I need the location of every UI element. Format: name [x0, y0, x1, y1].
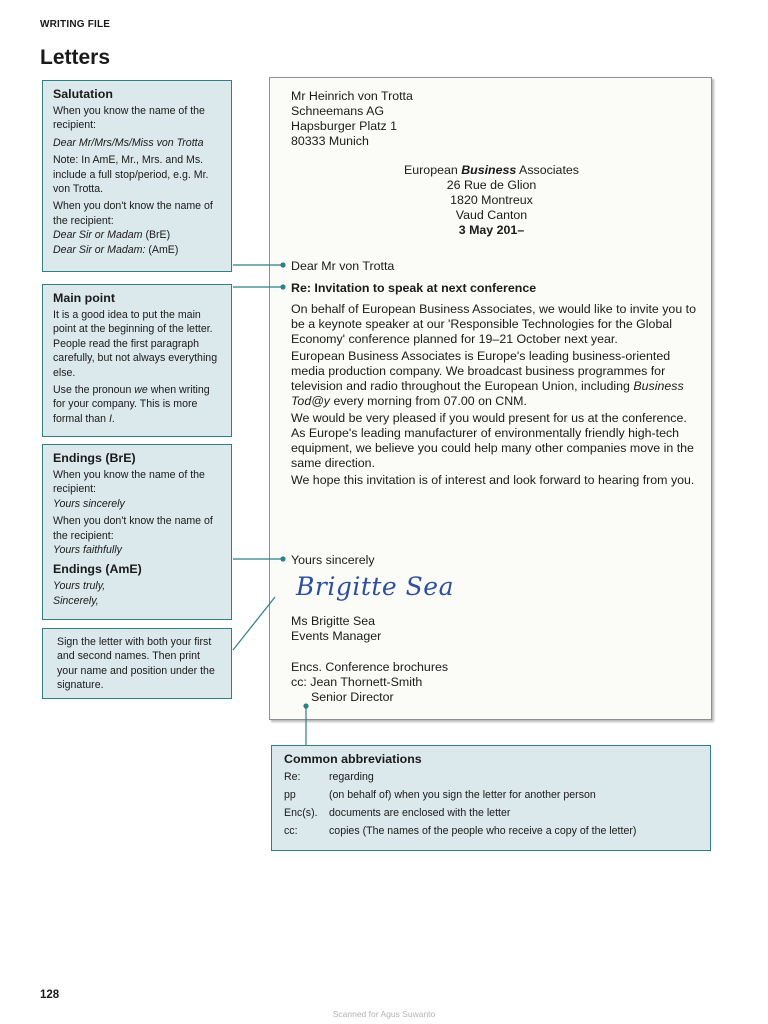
- main-point-text: It is a good idea to put the main point at the beginning of the letter. People read the first paragraph carefully, but not always everything else.: [53, 309, 218, 379]
- enclosure-block: [291, 660, 696, 705]
- endings-ame-example-2: Sincerely,: [53, 594, 99, 607]
- sender-name-c: Associates: [516, 163, 579, 177]
- abbreviation-meaning: (on behalf of) when you sign the letter for another person: [329, 789, 596, 801]
- salutation-ame-tag: (AmE): [148, 243, 179, 256]
- salutation-ame-example: Dear Sir or Madam:: [53, 243, 146, 256]
- sender-line: Vaud Canton: [455, 208, 528, 222]
- sender-name: [270, 163, 713, 178]
- sender-line: 26 Rue de Glion: [446, 178, 537, 192]
- recipient-address: [291, 89, 696, 149]
- endings-ame-heading: Endings (AmE): [53, 562, 142, 577]
- salutation-known-text: When you know the name of the recipient:: [53, 105, 205, 132]
- salutation-bre-example: Dear Sir or Madam: [53, 229, 143, 242]
- pronoun-i: I: [108, 412, 112, 425]
- body-paragraph-3: We would be very pleased if you would present for us at the conference. As Europe's leading manufacturer of environmentally friendly high-tech equipment, we believe you could help many other companies move in the same direction.: [291, 411, 694, 470]
- pronoun-text-c: .: [111, 412, 115, 425]
- body-paragraph-1: On behalf of European Business Associates, we would like to invite you to be a keynote speaker at our 'Responsible Technologies for the Global Economy' conference planned for 19–21 October next year.: [291, 302, 696, 346]
- abbreviation-term: Enc(s).: [284, 807, 318, 819]
- sender-address: [270, 163, 713, 238]
- main-point-pronoun-text: [53, 383, 223, 426]
- recipient-line: Mr Heinrich von Trotta: [291, 89, 413, 103]
- main-point-heading: Main point: [53, 291, 115, 305]
- scan-note: Scanned for Agus Suwanto: [332, 1009, 436, 1019]
- abbreviation-term: Re:: [284, 771, 301, 783]
- cc-position: Senior Director: [311, 690, 394, 704]
- letter-date: 3 May 201–: [458, 223, 525, 237]
- salutation-ame-example-line: [53, 243, 223, 257]
- main-point-note: [42, 284, 232, 437]
- abbreviation-meaning: copies (The names of the people who receive a copy of the letter): [329, 825, 637, 837]
- abbreviation-row: [284, 786, 636, 804]
- sender-name-a: European: [404, 163, 462, 177]
- abbreviation-term: pp: [284, 789, 296, 801]
- salutation-ame-note: Note: In AmE, Mr., Mrs. and Ms. include a full stop/period, e.g. Mr. von Trotta.: [53, 154, 209, 196]
- letter-body: [291, 302, 696, 490]
- endings-ame-example-1: Yours truly,: [53, 580, 106, 593]
- pronoun-we: we: [134, 384, 148, 397]
- abbreviation-term: cc:: [284, 825, 298, 837]
- salutation-note: [42, 80, 232, 272]
- signer-position: Events Manager: [291, 629, 382, 643]
- recipient-line: Schneemans AG: [291, 104, 384, 118]
- paragraph-2-a: European Business Associates is Europe's leading business-oriented media production company. We broadcast business programmes for television and radio throughout the European Union, including: [291, 349, 671, 393]
- page-number: 128: [40, 989, 60, 1001]
- running-head: WRITING FILE: [40, 19, 111, 30]
- cc-line: cc: Jean Thornett-Smith: [291, 675, 423, 689]
- abbreviations-box: [271, 745, 711, 851]
- endings-known-text: When you know the name of the recipient:: [53, 469, 205, 496]
- sender-name-business: Business: [461, 163, 517, 177]
- signer-name: Ms Brigitte Sea: [291, 614, 376, 628]
- pronoun-text-a: Use the pronoun: [53, 384, 135, 397]
- abbreviation-meaning: documents are enclosed with the letter: [329, 807, 511, 819]
- body-paragraph-2: [291, 349, 696, 409]
- salutation-heading: Salutation: [53, 87, 113, 101]
- body-paragraph-4: We hope this invitation is of interest and look forward to hearing from you.: [291, 473, 695, 487]
- sign-tip-note: [42, 628, 232, 699]
- salutation-unknown-text: When you don't know the name of the recipient:: [53, 200, 213, 227]
- abbreviations-table: [284, 768, 636, 840]
- handwritten-signature: Brigitte Sea: [296, 572, 454, 601]
- abbreviation-row: [284, 768, 636, 786]
- letter-closing: Yours sincerely: [291, 553, 375, 567]
- abbreviations-heading: Common abbreviations: [284, 752, 422, 766]
- endings-bre-heading: Endings (BrE): [53, 451, 136, 465]
- enclosures-line: Encs. Conference brochures: [291, 660, 449, 674]
- letter-salutation: Dear Mr von Trotta: [291, 259, 395, 273]
- endings-known-example: Yours sincerely: [53, 497, 125, 510]
- letter-subject: Re: Invitation to speak at next conference: [291, 281, 537, 295]
- salutation-known-example: Dear Mr/Mrs/Ms/Miss von Trotta: [53, 136, 204, 149]
- abbreviation-meaning: regarding: [329, 771, 374, 783]
- signer-block: [291, 614, 696, 644]
- sign-tip-text: Sign the letter with both your first and second names. Then print your name and position under the signature.: [57, 636, 215, 692]
- salutation-bre-tag: (BrE): [145, 229, 171, 242]
- sample-letter: [269, 77, 712, 720]
- endings-note: [42, 444, 232, 620]
- recipient-line: 80333 Munich: [291, 134, 369, 148]
- abbreviation-row: [284, 804, 636, 822]
- page-title: Letters: [40, 46, 111, 69]
- pronoun-text-b: when writing for your company. This is more formal than: [53, 384, 210, 425]
- abbreviation-row: [284, 822, 636, 840]
- salutation-bre-example-line: [53, 228, 223, 242]
- sender-line: 1820 Montreux: [450, 193, 533, 207]
- paragraph-2-b: every morning from 07.00 on CNM.: [330, 394, 527, 408]
- endings-unknown-example: Yours faithfully: [53, 544, 122, 557]
- endings-unknown-text: When you don't know the name of the recipient:: [53, 515, 213, 542]
- programme-name: Business Tod@y: [291, 379, 684, 408]
- recipient-line: Hapsburger Platz 1: [291, 119, 398, 133]
